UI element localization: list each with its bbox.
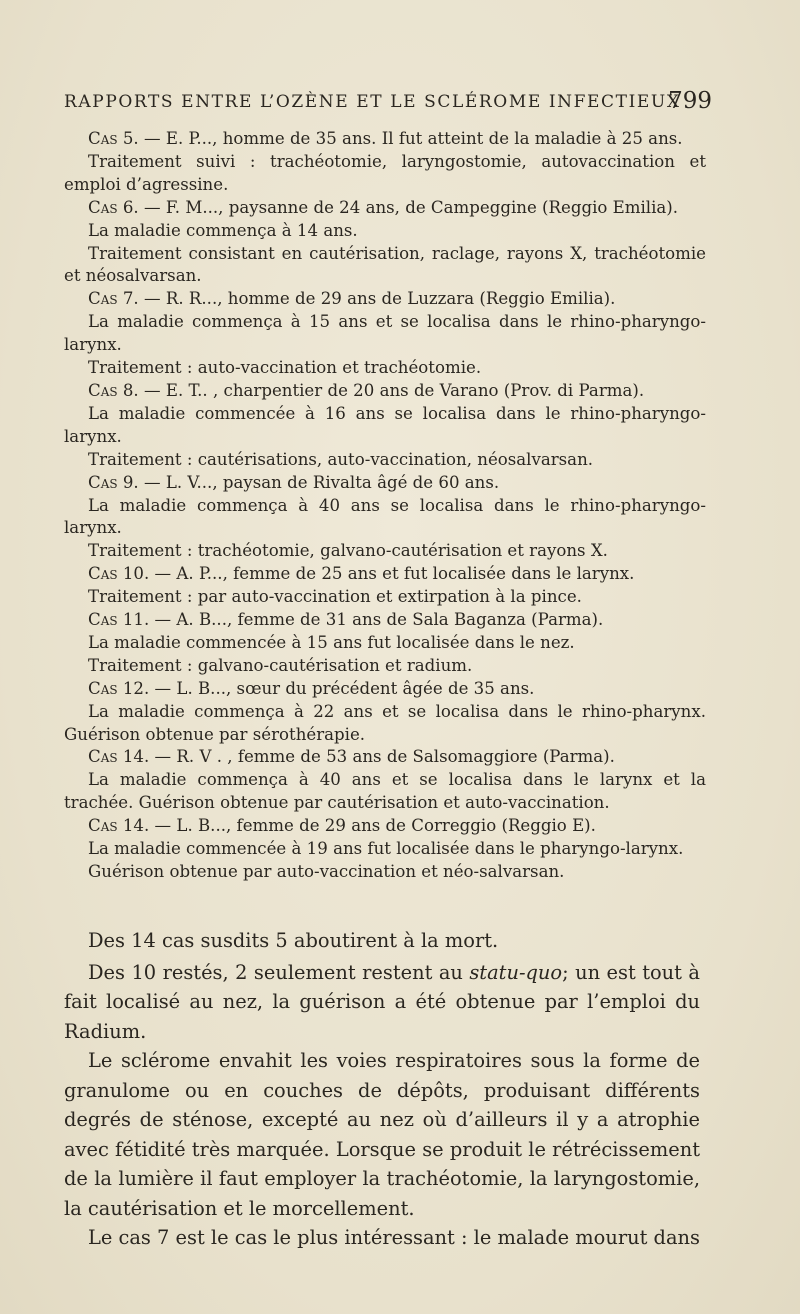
case-entry [64,678,706,701]
case-text: A. P..., femme de 25 ans et fut localisée dans le larynx. [176,564,635,584]
case-detail [64,357,706,380]
case-entry [64,128,706,151]
case-entry [64,380,706,403]
case-detail [64,449,706,472]
paragraph-sclerome: Le sclérome envahit les voies respiratoires sous la forme de granulome ou en couches de dépôts, produisant différents degrés de sténose, excepté au nez où d’ailleurs il y a atrophie avec fétidité très marquée. Lorsque se produit le rétrécissement de la lumière il faut employer la trachéotomie, la laryngostomie, la cautérisation et le morcellement. [64,1049,700,1220]
case-number: 5. — [122,129,166,148]
case-number: 9. — [122,472,166,492]
case-label: Cas [88,380,118,400]
case-detail [64,632,706,655]
case-label: Cas [88,129,118,148]
case-text: R. R..., homme de 29 ans de Luzzara (Reggio Emilia). [165,289,616,309]
case-entry [64,197,706,220]
case-label: Cas [88,197,118,217]
case-entry [64,746,706,769]
case-number: 14. — [122,747,177,767]
case-text: La maladie commença à 15 ans et se localisa dans le rhino-pharyngo-larynx. [64,312,706,355]
case-label: Cas [88,610,118,630]
case-detail [64,861,706,884]
case-detail [64,151,706,197]
case-number: 7. — [122,289,166,309]
italic-term: statu-quo [469,960,563,984]
case-text: E. T.. , charpentier de 20 ans de Varano (Prov. di Parma). [165,380,645,400]
text-run: ; un est tout à fait localisé au nez, la guérison a été obtenue par l’emploi du Radium. [64,960,700,1043]
case-detail [64,243,706,289]
case-text: E. P..., homme de 35 ans. Il fut atteint de la maladie à 25 ans. [165,129,683,148]
case-text: La maladie commença à 40 ans et se localisa dans le larynx et la trachée. Guérison obtenue par cautérisation et auto-vaccination. [64,770,706,813]
case-detail [64,495,706,541]
case-text: Traitement : auto-vaccination et trachéotomie. [88,358,482,378]
case-detail [64,586,706,609]
case-number: 14. — [122,816,177,836]
case-text: La maladie commença à 22 ans et se localisa dans le rhino-pharynx. Guérison obtenue par sérothérapie. [64,701,706,744]
case-detail [64,769,706,815]
case-detail [64,655,706,678]
case-number: 11. — [122,610,177,630]
case-text: Traitement : trachéotomie, galvano-cautérisation et rayons X. [88,541,608,561]
case-detail [64,838,706,861]
paragraph-remaining [64,958,700,1047]
case-label: Cas [88,678,118,698]
case-text: L. V..., paysan de Rivalta âgé de 60 ans. [165,472,500,492]
case-detail [64,540,706,563]
case-text: La maladie commencée à 19 ans fut localisée dans le pharyngo-larynx. [88,839,684,859]
case-text: La maladie commencée à 16 ans se localisa dans le rhino-pharyngo-larynx. [64,403,706,446]
case-text: Guérison obtenue par auto-vaccination et néo-salvarsan. [88,862,565,881]
case-list [64,128,706,884]
case-label: Cas [88,816,118,836]
case-label: Cas [88,564,118,584]
case-text: La maladie commença à 14 ans. [88,220,358,240]
case-label: Cas [88,472,118,492]
case-detail [64,220,706,243]
case-text: Traitement : par auto-vaccination et extirpation à la pince. [88,587,582,607]
case-number: 6. — [122,197,166,217]
case-label: Cas [88,289,118,309]
conclusion-text [64,926,700,1253]
running-header [64,88,712,114]
case-text: Traitement consistant en cautérisation, raclage, rayons X, trachéotomie et néosalvarsan. [64,243,706,286]
case-detail [64,701,706,747]
paragraph-case-7: Le cas 7 est le cas le plus intéressant : le malade mourut dans [88,1226,700,1249]
case-entry [64,815,706,838]
case-text: Traitement : cautérisations, auto-vaccination, néosalvarsan. [88,449,594,469]
case-text: R. V . , femme de 53 ans de Salsomaggiore (Parma). [176,747,615,767]
paragraph-deaths: Des 14 cas susdits 5 aboutirent à la mort. [88,929,499,952]
case-text: L. B..., femme de 29 ans de Correggio (Reggio E). [176,816,596,836]
case-number: 12. — [122,678,177,698]
running-title: RAPPORTS ENTRE L’OZÈNE ET LE SCLÉROME INFECTIEUX [64,92,681,112]
case-detail [64,311,706,357]
case-text: F. M..., paysanne de 24 ans, de Campeggine (Reggio Emilia). [165,197,679,217]
case-text: L. B..., sœur du précédent âgée de 35 ans. [176,678,535,698]
case-text: Traitement : galvano-cautérisation et radium. [88,655,473,675]
text-run: Des 10 restés, 2 seulement restent au [88,960,470,984]
case-number: 8. — [122,380,166,400]
case-text: La maladie commencée à 15 ans fut localisée dans le nez. [88,632,575,652]
case-text: A. B..., femme de 31 ans de Sala Baganza (Parma). [176,610,604,630]
case-text: Traitement suivi : trachéotomie, laryngostomie, autovaccination et emploi d’agressine. [64,151,706,194]
case-entry [64,288,706,311]
page-number: 799 [668,88,712,114]
case-entry [64,609,706,632]
case-text: La maladie commença à 40 ans se localisa dans le rhino-pharyngo-larynx. [64,495,706,538]
case-entry [64,563,706,586]
case-entry [64,472,706,495]
case-label: Cas [88,747,118,767]
case-number: 10. — [122,564,177,584]
case-detail [64,403,706,449]
